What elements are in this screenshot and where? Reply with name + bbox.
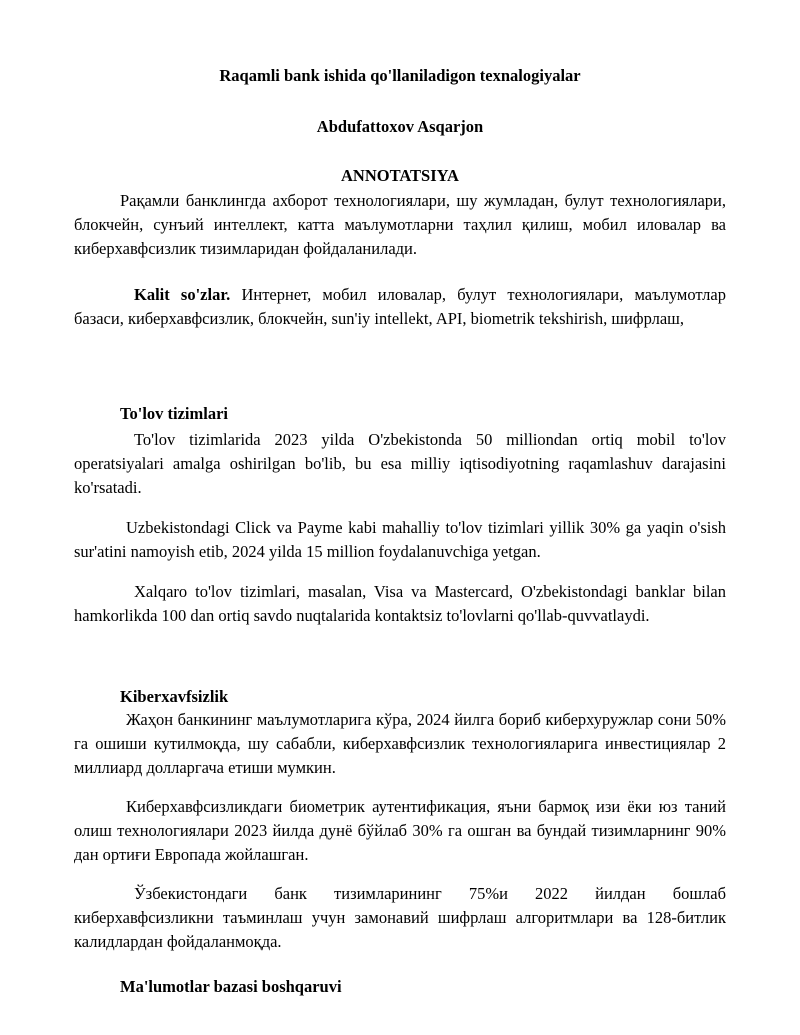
annotation-paragraph: Рақамли банклингда ахборот технологиялари, шу жумладан, булут технологиялари, блокчейн, сунъий интеллект, катта маълумотларни таҳлил қилиш, мобил иловалар ва киберхавфсизлик тизимларидан фойдаланилади. xyxy=(74,191,726,258)
keywords-text: Интернет, мобил иловалар, булут технологиялари, маълумотлар базаси, киберхавфсизлик, блокчейн, sun'iy intellekt, API, biometrik tekshirish, шифрлаш, xyxy=(74,285,726,328)
section-heading-cybersecurity: Kiberxavfsizlik xyxy=(120,687,229,706)
section-heading-payments: To'lov tizimlari xyxy=(120,404,229,423)
cyber-paragraph-3: Ўзбекистондаги банк тизимларининг 75%и 2022 йилдан бошлаб киберхавфсизликни таъминлаш учун замонавий шифрлаш алгоритмлари ва 128-битлик калидлардан фойдаланмоқда. xyxy=(74,884,726,951)
cyber-paragraph-1: Жаҳон банкининг маълумотларига кўра, 2024 йилга бориб киберхуружлар сони 50% га ошиши кутилмоқда, шу сабабли, киберхавфсизлик технологияларига инвестициялар 2 миллиард долларгача етиши мумкин. xyxy=(74,710,726,777)
payments-paragraph-1: To'lov tizimlarida 2023 yilda O'zbekistonda 50 milliondan ortiq mobil to'lov operatsiyalari amalga oshirilgan bo'lib, bu esa milliy iqtisodiyotning raqamlashuv darajasini ko'rsatadi. xyxy=(74,430,726,497)
keywords-label: Kalit so'zlar. xyxy=(134,285,231,304)
payments-paragraph-2: Uzbekistondagi Click va Payme kabi mahalliy to'lov tizimlari yillik 30% ga yaqin o'sish sur'atini namoyish etib, 2024 yilda 15 million foydalanuvchiga yetgan. xyxy=(74,518,726,561)
author-name: Abdufattoxov Asqarjon xyxy=(316,117,484,136)
keywords-paragraph xyxy=(74,283,726,331)
cyber-paragraph-2: Киберхавфсизликдаги биометрик аутентификация, яъни бармоқ изи ёки юз таний олиш технологиялари 2023 йилда дунё бўйлаб 30% га ошган ва бундай тизимларнинг 90% дан ортиғи Европада жойлашган. xyxy=(74,797,726,864)
annotation-heading: ANNOTATSIYA xyxy=(341,166,459,185)
document-title: Raqamli bank ishida qo'llaniladigon texnalogiyalar xyxy=(219,66,581,85)
section-heading-database: Ma'lumotlar bazasi boshqaruvi xyxy=(120,977,342,996)
payments-paragraph-3: Xalqaro to'lov tizimlari, masalan, Visa va Mastercard, O'zbekistondagi banklar bilan hamkorlikda 100 dan ortiq savdo nuqtalarida kontaktsiz to'lovlarni qo'llab-quvvatlaydi. xyxy=(74,582,726,625)
